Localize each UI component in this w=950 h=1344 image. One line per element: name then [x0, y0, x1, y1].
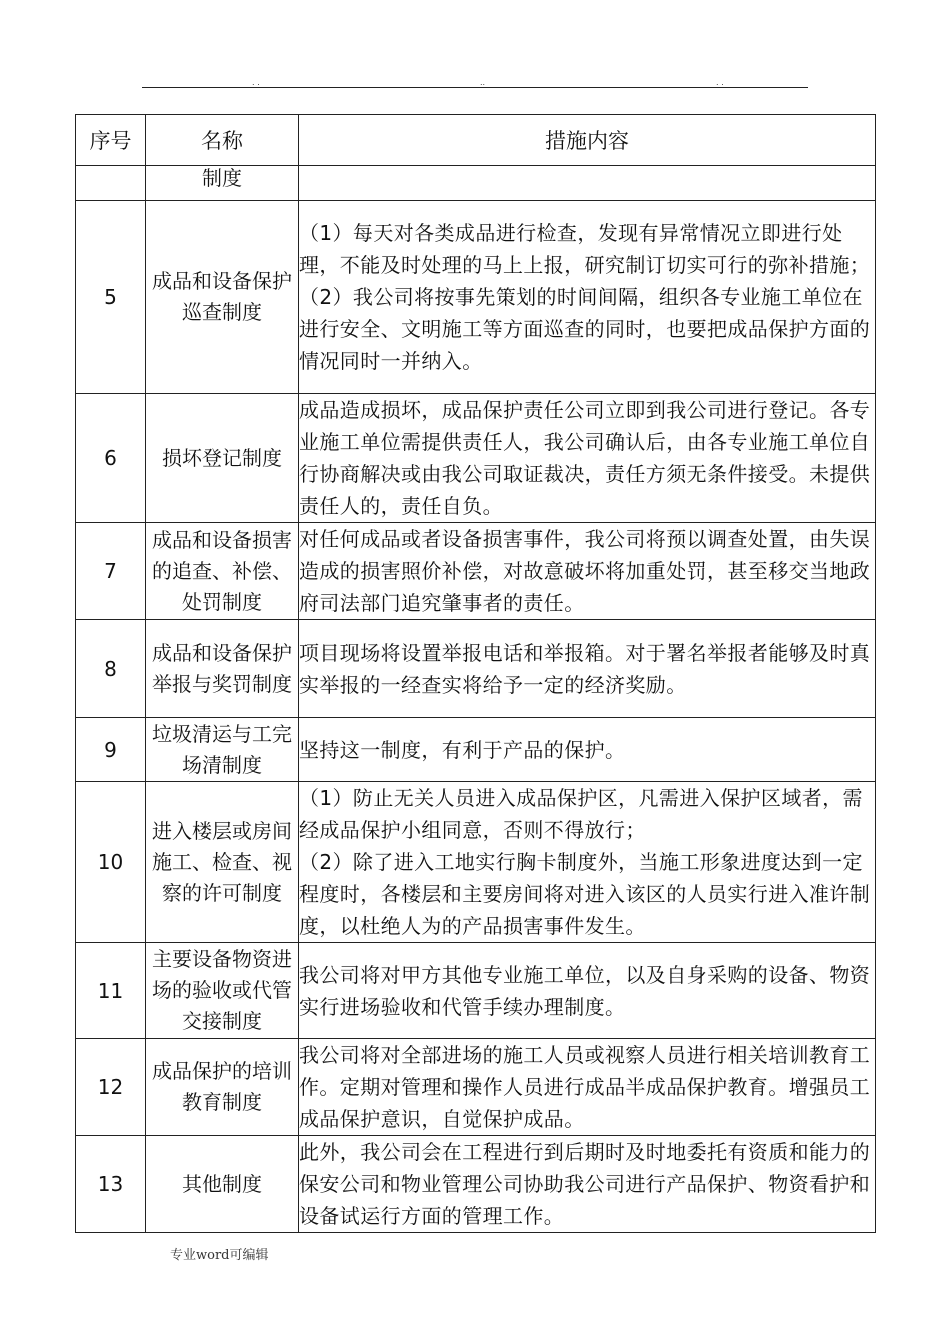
row-name: 制度 [146, 166, 299, 201]
footer-note: 专业word可编辑 [170, 1248, 269, 1263]
content-paragraph: 我公司将对甲方其他专业施工单位，以及自身采购的设备、物资实行进场验收和代管手续办理制度。 [299, 962, 871, 1019]
row-name: 成品和设备保护举报与奖罚制度 [146, 620, 299, 718]
column-header-name: 名称 [146, 115, 299, 166]
column-header-no: 序号 [76, 115, 146, 166]
row-content [299, 166, 876, 201]
content-paragraph: 项目现场将设置举报电话和举报箱。对于署名举报者能够及时真实举报的一经查实将给予一定的经济奖励。 [299, 640, 871, 697]
row-content [299, 1136, 876, 1233]
row-name: 进入楼层或房间施工、检查、视察的许可制度 [146, 782, 299, 943]
table-row [76, 718, 876, 782]
table-row [76, 620, 876, 718]
table-header-row [76, 115, 876, 166]
row-no: 13 [76, 1136, 146, 1233]
content-paragraph: （1）每天对各类成品进行检查，发现有异常情况立即进行处理，不能及时处理的马上上报，研究制订切实可行的弥补措施； [299, 221, 871, 277]
table-row [76, 1136, 876, 1233]
row-no: 12 [76, 1039, 146, 1136]
content-paragraph: 对任何成品或者设备损害事件，我公司将预以调查处置，由失误造成的损害照价补偿，对故意破坏将加重处罚，甚至移交当地政府司法部门追究肇事者的责任。 [299, 527, 871, 615]
row-no: 11 [76, 943, 146, 1039]
row-no [76, 166, 146, 201]
row-name: 成品和设备损害的追查、补偿、处罚制度 [146, 523, 299, 620]
row-no: 8 [76, 620, 146, 718]
measures-table [75, 114, 876, 1233]
header-dots-center: .. [480, 78, 486, 87]
row-content [299, 620, 876, 718]
column-header-content: 措施内容 [299, 115, 876, 166]
table-row [76, 943, 876, 1039]
table-row [76, 394, 876, 523]
header-dots-left: . . [252, 78, 260, 87]
row-no: 9 [76, 718, 146, 782]
table-row [76, 1039, 876, 1136]
row-name: 损坏登记制度 [146, 394, 299, 523]
row-name: 成品保护的培训教育制度 [146, 1039, 299, 1136]
table-row [76, 201, 876, 394]
content-paragraph: （2）我公司将按事先策划的时间间隔，组织各专业施工单位在进行安全、文明施工等方面巡查的同时，也要把成品保护方面的情况同时一并纳入。 [299, 285, 871, 373]
header-dots-right: . . [716, 78, 724, 87]
row-content [299, 394, 876, 523]
row-content [299, 201, 876, 394]
table-row-continued [76, 166, 876, 201]
row-no: 7 [76, 523, 146, 620]
row-content [299, 523, 876, 620]
row-no: 5 [76, 201, 146, 394]
row-content [299, 943, 876, 1039]
content-paragraph: （1）防止无关人员进入成品保护区，凡需进入保护区域者，需经成品保护小组同意，否则不得放行； [299, 786, 863, 842]
row-content [299, 1039, 876, 1136]
row-content [299, 782, 876, 943]
row-content [299, 718, 876, 782]
content-paragraph: 我公司将对全部进场的施工人员或视察人员进行相关培训教育工作。定期对管理和操作人员进行成品半成品保护教育。增强员工成品保护意识，自觉保护成品。 [299, 1043, 871, 1131]
row-name: 垃圾清运与工完场清制度 [146, 718, 299, 782]
header-rule [142, 87, 808, 88]
table-row [76, 782, 876, 943]
row-name: 主要设备物资进场的验收或代管交接制度 [146, 943, 299, 1039]
content-paragraph: 成品造成损坏，成品保护责任公司立即到我公司进行登记。各专业施工单位需提供责任人，我公司确认后，由各专业施工单位自行协商解决或由我公司取证裁决，责任方须无条件接受。未提供责任人的，责任自负。 [299, 398, 871, 518]
table-row [76, 523, 876, 620]
content-paragraph: 此外，我公司会在工程进行到后期时及时地委托有资质和能力的保安公司和物业管理公司协助我公司进行产品保护、物资看护和设备试运行方面的管理工作。 [299, 1140, 871, 1228]
row-name: 其他制度 [146, 1136, 299, 1233]
row-no: 6 [76, 394, 146, 523]
row-name: 成品和设备保护巡查制度 [146, 201, 299, 394]
content-paragraph: 坚持这一制度，有利于产品的保护。 [299, 737, 626, 762]
row-no: 10 [76, 782, 146, 943]
content-paragraph: （2）除了进入工地实行胸卡制度外，当施工形象进度达到一定程度时，各楼层和主要房间将对进入该区的人员实行进入准许制度，以杜绝人为的产品损害事件发生。 [299, 850, 871, 938]
